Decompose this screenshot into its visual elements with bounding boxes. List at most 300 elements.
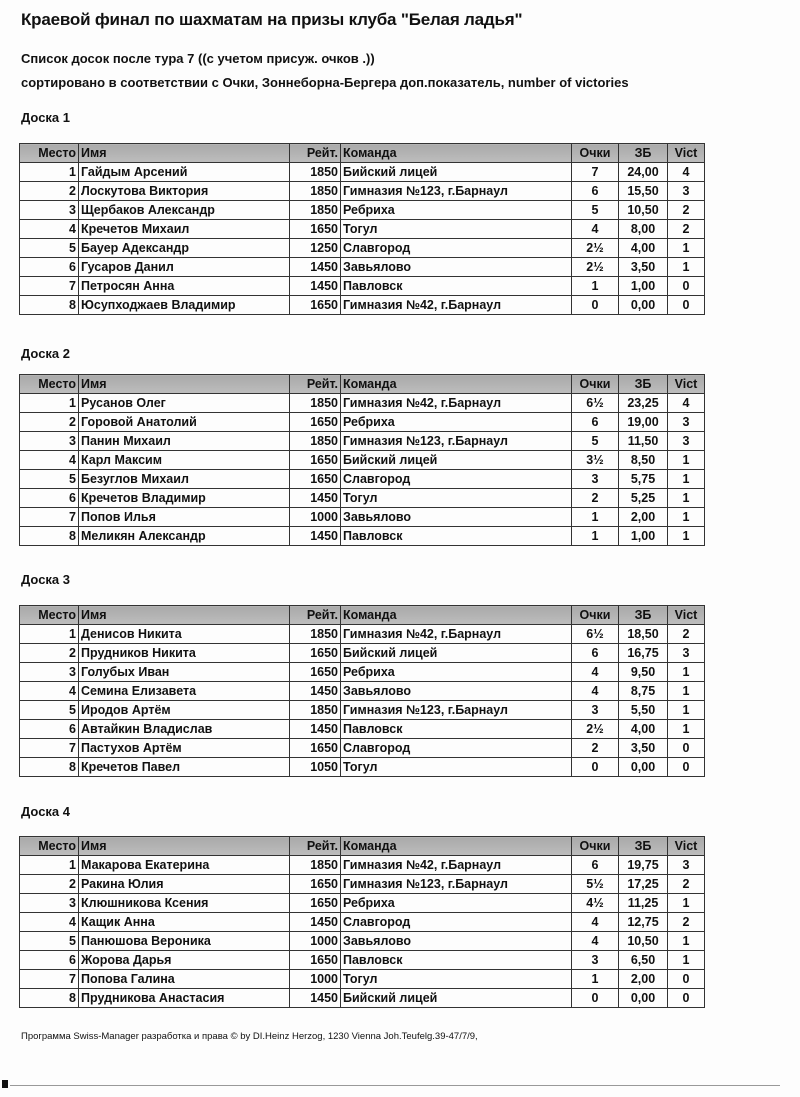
cell-vict: 2	[668, 625, 705, 644]
cell-team: Бийский лицей	[341, 644, 572, 663]
cell-team: Павловск	[341, 951, 572, 970]
cell-zb: 23,25	[619, 394, 668, 413]
cell-pts: 0	[572, 989, 619, 1008]
cell-rating: 1000	[290, 932, 341, 951]
cell-name: Панюшова Вероника	[79, 932, 290, 951]
cell-team: Славгород	[341, 739, 572, 758]
cell-pts: 1	[572, 970, 619, 989]
cell-name: Пастухов Артём	[79, 739, 290, 758]
cell-rating: 1650	[290, 739, 341, 758]
cell-zb: 8,75	[619, 682, 668, 701]
column-header-vict: Vict	[668, 144, 705, 163]
cell-place: 4	[20, 913, 79, 932]
cell-place: 5	[20, 239, 79, 258]
table-row	[20, 682, 705, 701]
table-row	[20, 951, 705, 970]
table-row	[20, 394, 705, 413]
cell-place: 8	[20, 758, 79, 777]
cell-place: 6	[20, 720, 79, 739]
cell-zb: 3,50	[619, 258, 668, 277]
cell-team: Павловск	[341, 527, 572, 546]
cell-place: 2	[20, 182, 79, 201]
cell-rating: 1650	[290, 663, 341, 682]
cell-zb: 17,25	[619, 875, 668, 894]
cell-rating: 1650	[290, 951, 341, 970]
cell-place: 1	[20, 625, 79, 644]
cell-name: Лоскутова Виктория	[79, 182, 290, 201]
cell-pts: 3	[572, 701, 619, 720]
cell-pts: 3	[572, 470, 619, 489]
cell-vict: 1	[668, 663, 705, 682]
cell-name: Прудников Никита	[79, 644, 290, 663]
table-row	[20, 913, 705, 932]
table-row	[20, 970, 705, 989]
document-title: Краевой финал по шахматам на призы клуба "Белая ладья"	[21, 10, 523, 29]
cell-team: Завьялово	[341, 508, 572, 527]
table-row	[20, 644, 705, 663]
cell-pts: 6	[572, 644, 619, 663]
table-row	[20, 894, 705, 913]
cell-name: Попова Галина	[79, 970, 290, 989]
cell-pts: 4	[572, 663, 619, 682]
cell-team: Завьялово	[341, 682, 572, 701]
cell-place: 2	[20, 413, 79, 432]
cell-zb: 4,00	[619, 239, 668, 258]
cell-pts: 3	[572, 951, 619, 970]
cell-zb: 4,00	[619, 720, 668, 739]
cell-vict: 0	[668, 277, 705, 296]
cell-name: Голубых Иван	[79, 663, 290, 682]
cell-team: Бийский лицей	[341, 451, 572, 470]
cell-zb: 3,50	[619, 739, 668, 758]
cell-zb: 9,50	[619, 663, 668, 682]
cell-place: 1	[20, 163, 79, 182]
cell-place: 4	[20, 682, 79, 701]
cell-name: Кречетов Михаил	[79, 220, 290, 239]
cell-vict: 1	[668, 239, 705, 258]
cell-pts: 6	[572, 413, 619, 432]
cell-vict: 2	[668, 913, 705, 932]
cell-vict: 2	[668, 201, 705, 220]
cell-name: Щербаков Александр	[79, 201, 290, 220]
cell-pts: 2½	[572, 239, 619, 258]
cell-vict: 1	[668, 932, 705, 951]
column-header-team: Команда	[341, 375, 572, 394]
cell-pts: 5	[572, 432, 619, 451]
cell-team: Славгород	[341, 239, 572, 258]
cell-vict: 3	[668, 432, 705, 451]
cell-vict: 0	[668, 970, 705, 989]
cell-pts: 4	[572, 682, 619, 701]
cell-zb: 19,75	[619, 856, 668, 875]
scan-corner-mark	[2, 1080, 8, 1088]
cell-rating: 1650	[290, 413, 341, 432]
cell-pts: 6½	[572, 394, 619, 413]
cell-name: Гусаров Данил	[79, 258, 290, 277]
cell-name: Панин Михаил	[79, 432, 290, 451]
cell-place: 7	[20, 508, 79, 527]
cell-team: Павловск	[341, 277, 572, 296]
table-row	[20, 182, 705, 201]
cell-name: Петросян Анна	[79, 277, 290, 296]
board-title: Доска 4	[21, 804, 70, 819]
column-header-vict: Vict	[668, 606, 705, 625]
cell-rating: 1850	[290, 856, 341, 875]
cell-zb: 6,50	[619, 951, 668, 970]
column-header-name: Имя	[79, 837, 290, 856]
column-header-team: Команда	[341, 144, 572, 163]
cell-place: 5	[20, 701, 79, 720]
table-header-row	[20, 606, 705, 625]
cell-vict: 1	[668, 894, 705, 913]
cell-vict: 1	[668, 470, 705, 489]
cell-zb: 18,50	[619, 625, 668, 644]
cell-vict: 3	[668, 856, 705, 875]
board-title: Доска 1	[21, 110, 70, 125]
cell-rating: 1850	[290, 394, 341, 413]
cell-place: 3	[20, 432, 79, 451]
cell-team: Тогул	[341, 220, 572, 239]
table-row	[20, 277, 705, 296]
cell-pts: 6½	[572, 625, 619, 644]
cell-place: 6	[20, 258, 79, 277]
cell-rating: 1650	[290, 875, 341, 894]
cell-team: Славгород	[341, 470, 572, 489]
cell-rating: 1450	[290, 913, 341, 932]
cell-rating: 1250	[290, 239, 341, 258]
cell-zb: 8,00	[619, 220, 668, 239]
cell-pts: 6	[572, 182, 619, 201]
column-header-rating: Рейт.	[290, 606, 341, 625]
cell-vict: 1	[668, 720, 705, 739]
cell-zb: 5,50	[619, 701, 668, 720]
cell-pts: 7	[572, 163, 619, 182]
cell-zb: 19,00	[619, 413, 668, 432]
table-row	[20, 413, 705, 432]
cell-name: Русанов Олег	[79, 394, 290, 413]
cell-zb: 2,00	[619, 508, 668, 527]
standings-table	[19, 143, 705, 315]
column-header-place: Место	[20, 837, 79, 856]
cell-pts: 5	[572, 201, 619, 220]
cell-vict: 0	[668, 758, 705, 777]
cell-zb: 11,25	[619, 894, 668, 913]
column-header-rating: Рейт.	[290, 375, 341, 394]
cell-name: Бауер Адександр	[79, 239, 290, 258]
table-header-row	[20, 375, 705, 394]
column-header-zb: ЗБ	[619, 144, 668, 163]
cell-vict: 0	[668, 296, 705, 315]
cell-place: 2	[20, 875, 79, 894]
table-row	[20, 989, 705, 1008]
cell-vict: 0	[668, 739, 705, 758]
cell-name: Макарова Екатерина	[79, 856, 290, 875]
cell-team: Ребриха	[341, 894, 572, 913]
cell-rating: 1450	[290, 258, 341, 277]
cell-vict: 2	[668, 875, 705, 894]
cell-name: Безуглов Михаил	[79, 470, 290, 489]
column-header-zb: ЗБ	[619, 837, 668, 856]
cell-rating: 1850	[290, 163, 341, 182]
cell-zb: 15,50	[619, 182, 668, 201]
cell-pts: 3½	[572, 451, 619, 470]
column-header-zb: ЗБ	[619, 375, 668, 394]
cell-pts: 0	[572, 296, 619, 315]
column-header-place: Место	[20, 375, 79, 394]
table-row	[20, 856, 705, 875]
column-header-pts: Очки	[572, 375, 619, 394]
cell-team: Славгород	[341, 913, 572, 932]
cell-team: Ребриха	[341, 413, 572, 432]
cell-team: Завьялово	[341, 258, 572, 277]
cell-name: Кречетов Владимир	[79, 489, 290, 508]
cell-team: Завьялово	[341, 932, 572, 951]
cell-vict: 1	[668, 682, 705, 701]
cell-pts: 2½	[572, 258, 619, 277]
cell-name: Клюшникова Ксения	[79, 894, 290, 913]
cell-rating: 1850	[290, 432, 341, 451]
cell-pts: 2	[572, 489, 619, 508]
cell-name: Попов Илья	[79, 508, 290, 527]
table-row	[20, 625, 705, 644]
cell-place: 5	[20, 470, 79, 489]
cell-vict: 3	[668, 182, 705, 201]
cell-place: 7	[20, 277, 79, 296]
cell-vict: 1	[668, 701, 705, 720]
column-header-name: Имя	[79, 375, 290, 394]
board-title: Доска 2	[21, 346, 70, 361]
cell-place: 1	[20, 394, 79, 413]
cell-zb: 10,50	[619, 932, 668, 951]
cell-name: Прудникова Анастасия	[79, 989, 290, 1008]
table-row	[20, 758, 705, 777]
cell-team: Гимназия №123, г.Барнаул	[341, 182, 572, 201]
cell-team: Бийский лицей	[341, 163, 572, 182]
cell-vict: 1	[668, 951, 705, 970]
column-header-vict: Vict	[668, 837, 705, 856]
column-header-rating: Рейт.	[290, 837, 341, 856]
cell-zb: 1,00	[619, 277, 668, 296]
cell-rating: 1850	[290, 182, 341, 201]
table-row	[20, 432, 705, 451]
cell-vict: 2	[668, 220, 705, 239]
cell-team: Тогул	[341, 758, 572, 777]
table-row	[20, 508, 705, 527]
cell-pts: 1	[572, 277, 619, 296]
cell-rating: 1450	[290, 527, 341, 546]
table-row	[20, 296, 705, 315]
cell-rating: 1450	[290, 720, 341, 739]
cell-name: Карл Максим	[79, 451, 290, 470]
cell-place: 7	[20, 739, 79, 758]
cell-pts: 2	[572, 739, 619, 758]
column-header-team: Команда	[341, 837, 572, 856]
cell-vict: 3	[668, 413, 705, 432]
cell-rating: 1850	[290, 201, 341, 220]
cell-rating: 1450	[290, 277, 341, 296]
cell-team: Тогул	[341, 489, 572, 508]
column-header-place: Место	[20, 144, 79, 163]
cell-name: Кащик Анна	[79, 913, 290, 932]
standings-table	[19, 836, 705, 1008]
cell-team: Гимназия №42, г.Барнаул	[341, 625, 572, 644]
table-row	[20, 875, 705, 894]
column-header-team: Команда	[341, 606, 572, 625]
cell-name: Денисов Никита	[79, 625, 290, 644]
cell-team: Гимназия №123, г.Барнаул	[341, 432, 572, 451]
cell-rating: 1650	[290, 894, 341, 913]
table-row	[20, 663, 705, 682]
cell-place: 7	[20, 970, 79, 989]
column-header-name: Имя	[79, 606, 290, 625]
cell-name: Юсупходжаев Владимир	[79, 296, 290, 315]
cell-zb: 0,00	[619, 296, 668, 315]
document-subtitle: Список досок после тура 7 ((с учетом присуж. очков .))	[21, 51, 375, 66]
cell-team: Гимназия №42, г.Барнаул	[341, 296, 572, 315]
cell-vict: 1	[668, 489, 705, 508]
cell-rating: 1650	[290, 296, 341, 315]
cell-vict: 4	[668, 163, 705, 182]
cell-name: Иродов Артём	[79, 701, 290, 720]
cell-rating: 1650	[290, 220, 341, 239]
cell-place: 4	[20, 220, 79, 239]
cell-place: 8	[20, 989, 79, 1008]
column-header-pts: Очки	[572, 144, 619, 163]
standings-table	[19, 374, 705, 546]
cell-place: 6	[20, 951, 79, 970]
cell-zb: 1,00	[619, 527, 668, 546]
table-row	[20, 239, 705, 258]
table-row	[20, 470, 705, 489]
cell-zb: 12,75	[619, 913, 668, 932]
cell-zb: 0,00	[619, 758, 668, 777]
cell-zb: 5,75	[619, 470, 668, 489]
cell-pts: 4	[572, 932, 619, 951]
cell-zb: 24,00	[619, 163, 668, 182]
cell-place: 3	[20, 663, 79, 682]
footer-credits: Программа Swiss-Manager разработка и права © by DI.Heinz Herzog, 1230 Vienna Joh.Teufelg.39-47/7/9,	[21, 1031, 478, 1042]
cell-pts: 1	[572, 527, 619, 546]
table-row	[20, 451, 705, 470]
cell-rating: 1850	[290, 701, 341, 720]
column-header-zb: ЗБ	[619, 606, 668, 625]
cell-place: 8	[20, 296, 79, 315]
table-header-row	[20, 144, 705, 163]
cell-team: Павловск	[341, 720, 572, 739]
cell-name: Семина Елизавета	[79, 682, 290, 701]
cell-rating: 1650	[290, 470, 341, 489]
cell-place: 3	[20, 201, 79, 220]
cell-place: 3	[20, 894, 79, 913]
cell-team: Гимназия №123, г.Барнаул	[341, 701, 572, 720]
cell-team: Ребриха	[341, 201, 572, 220]
column-header-name: Имя	[79, 144, 290, 163]
cell-rating: 1450	[290, 489, 341, 508]
cell-pts: 4	[572, 913, 619, 932]
cell-pts: 4	[572, 220, 619, 239]
cell-team: Ребриха	[341, 663, 572, 682]
cell-vict: 1	[668, 527, 705, 546]
cell-team: Гимназия №123, г.Барнаул	[341, 875, 572, 894]
cell-rating: 1000	[290, 508, 341, 527]
cell-place: 2	[20, 644, 79, 663]
cell-rating: 1450	[290, 989, 341, 1008]
cell-pts: 6	[572, 856, 619, 875]
cell-place: 4	[20, 451, 79, 470]
cell-zb: 5,25	[619, 489, 668, 508]
cell-rating: 1850	[290, 625, 341, 644]
table-row	[20, 220, 705, 239]
column-header-rating: Рейт.	[290, 144, 341, 163]
cell-pts: 0	[572, 758, 619, 777]
cell-rating: 1650	[290, 451, 341, 470]
table-header-row	[20, 837, 705, 856]
cell-name: Меликян Александр	[79, 527, 290, 546]
cell-place: 8	[20, 527, 79, 546]
cell-vict: 1	[668, 451, 705, 470]
cell-zb: 0,00	[619, 989, 668, 1008]
cell-name: Горовой Анатолий	[79, 413, 290, 432]
cell-place: 1	[20, 856, 79, 875]
cell-rating: 1000	[290, 970, 341, 989]
table-row	[20, 739, 705, 758]
column-header-place: Место	[20, 606, 79, 625]
column-header-vict: Vict	[668, 375, 705, 394]
cell-name: Ракина Юлия	[79, 875, 290, 894]
cell-zb: 8,50	[619, 451, 668, 470]
cell-vict: 1	[668, 508, 705, 527]
table-row	[20, 258, 705, 277]
cell-pts: 2½	[572, 720, 619, 739]
page-bottom-line	[10, 1085, 780, 1086]
cell-vict: 4	[668, 394, 705, 413]
standings-table	[19, 605, 705, 777]
cell-zb: 10,50	[619, 201, 668, 220]
table-row	[20, 489, 705, 508]
cell-pts: 1	[572, 508, 619, 527]
cell-team: Гимназия №42, г.Барнаул	[341, 394, 572, 413]
sort-description: сортировано в соответствии с Очки, Зоннеборна-Бергера доп.показатель, number of victories	[21, 75, 629, 90]
cell-team: Тогул	[341, 970, 572, 989]
table-row	[20, 163, 705, 182]
cell-zb: 16,75	[619, 644, 668, 663]
cell-rating: 1050	[290, 758, 341, 777]
cell-pts: 5½	[572, 875, 619, 894]
cell-team: Гимназия №42, г.Барнаул	[341, 856, 572, 875]
cell-rating: 1650	[290, 644, 341, 663]
cell-team: Бийский лицей	[341, 989, 572, 1008]
cell-vict: 0	[668, 989, 705, 1008]
board-title: Доска 3	[21, 572, 70, 587]
cell-name: Кречетов Павел	[79, 758, 290, 777]
cell-rating: 1450	[290, 682, 341, 701]
table-row	[20, 720, 705, 739]
cell-zb: 2,00	[619, 970, 668, 989]
column-header-pts: Очки	[572, 606, 619, 625]
cell-place: 6	[20, 489, 79, 508]
cell-name: Жорова Дарья	[79, 951, 290, 970]
cell-name: Гайдым Арсений	[79, 163, 290, 182]
table-row	[20, 527, 705, 546]
cell-pts: 4½	[572, 894, 619, 913]
column-header-pts: Очки	[572, 837, 619, 856]
table-row	[20, 932, 705, 951]
cell-place: 5	[20, 932, 79, 951]
table-row	[20, 201, 705, 220]
cell-zb: 11,50	[619, 432, 668, 451]
table-row	[20, 701, 705, 720]
cell-vict: 3	[668, 644, 705, 663]
